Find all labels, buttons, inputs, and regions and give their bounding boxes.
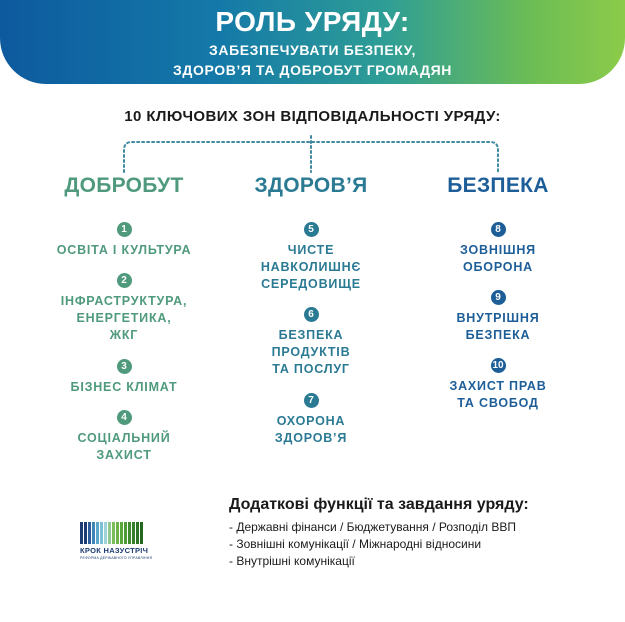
number-badge: 6 — [304, 307, 319, 322]
additional-function-item: - Зовнішні комунікації / Міжнародні відносини — [229, 537, 482, 551]
additional-function-item: - Внутрішні комунікації — [229, 554, 355, 568]
area-item-1 — [24, 222, 224, 259]
banner-subtitle-line2: ЗДОРОВ’Я ТА ДОБРОБУТ ГРОМАДЯН — [173, 62, 452, 78]
area-label-line: ЗАХИСТ ПРАВ — [449, 379, 547, 393]
logo-subtitle: РЕФОРМА ДЕРЖАВНОГО УПРАВЛІННЯ — [80, 556, 153, 560]
area-item-7 — [211, 393, 411, 447]
area-item-6 — [211, 307, 411, 378]
number-badge: 5 — [304, 222, 319, 237]
area-item-5 — [211, 222, 411, 293]
additional-functions-title: Додаткові функції та завдання уряду: — [229, 496, 529, 513]
area-item-2 — [24, 273, 224, 344]
area-label-line: ОХОРОНА — [276, 414, 346, 428]
key-areas-heading: 10 КЛЮЧОВИХ ЗОН ВІДПОВІДАЛЬНОСТІ УРЯДУ: — [124, 108, 501, 125]
column-title-security: БЕЗПЕКА — [447, 174, 549, 197]
area-label-line: ОСВІТА І КУЛЬТУРА — [56, 243, 192, 257]
area-label-line: ЗДОРОВ’Я — [274, 431, 348, 445]
area-label-line: БЕЗПЕКА — [278, 328, 344, 342]
column-title-health: ЗДОРОВ’Я — [254, 174, 368, 197]
number-badge: 3 — [117, 359, 132, 374]
number-badge: 10 — [492, 360, 504, 371]
logo-bars-icon — [80, 522, 152, 544]
area-label-line: ЗОВНІШНЯ — [460, 243, 536, 257]
bracket-path — [124, 136, 498, 172]
number-badge: 9 — [491, 290, 506, 305]
area-label-line: БІЗНЕС КЛІМАТ — [70, 380, 178, 394]
area-label-line: ЖКГ — [109, 328, 139, 342]
connector-bracket — [0, 0, 625, 175]
area-item-3 — [24, 359, 224, 396]
area-item-8 — [398, 222, 598, 276]
banner-subtitle-line1: ЗАБЕЗПЕЧУВАТИ БЕЗПЕКУ, — [208, 42, 416, 58]
banner-title: РОЛЬ УРЯДУ: — [215, 6, 410, 37]
area-label-line: СОЦІАЛЬНИЙ — [77, 431, 171, 445]
number-badge: 8 — [491, 222, 506, 237]
area-label-line: ЗАХИСТ — [96, 448, 152, 462]
number-badge: 2 — [117, 273, 132, 288]
krok-nazustrich-logo — [80, 522, 152, 560]
area-label-line: ТА ПОСЛУГ — [272, 362, 350, 376]
area-label-line: ОБОРОНА — [463, 260, 533, 274]
additional-function-item: - Державні фінанси / Бюджетування / Розподіл ВВП — [229, 520, 516, 534]
logo-name: КРОК НАЗУСТРІЧ — [80, 546, 149, 555]
number-badge: 4 — [117, 410, 132, 425]
area-label-line: НАВКОЛИШНЄ — [260, 260, 362, 274]
area-item-10 — [398, 358, 598, 412]
area-label-line: ВНУТРІШНЯ — [456, 311, 540, 325]
column-title-welfare: ДОБРОБУТ — [64, 174, 184, 197]
area-item-4 — [24, 410, 224, 464]
area-label-line: БЕЗПЕКА — [465, 328, 531, 342]
number-badge: 1 — [117, 222, 132, 237]
area-item-9 — [398, 290, 598, 344]
area-label-line: ПРОДУКТІВ — [271, 345, 351, 359]
area-label-line: ЕНЕРГЕТИКА, — [76, 311, 172, 325]
number-badge: 7 — [304, 393, 319, 408]
area-label-line: ЧИСТЕ — [287, 243, 335, 257]
area-label-line: ТА СВОБОД — [457, 396, 539, 410]
area-label-line: СЕРЕДОВИЩЕ — [261, 277, 361, 291]
area-label-line: ІНФРАСТРУКТУРА, — [60, 294, 188, 308]
